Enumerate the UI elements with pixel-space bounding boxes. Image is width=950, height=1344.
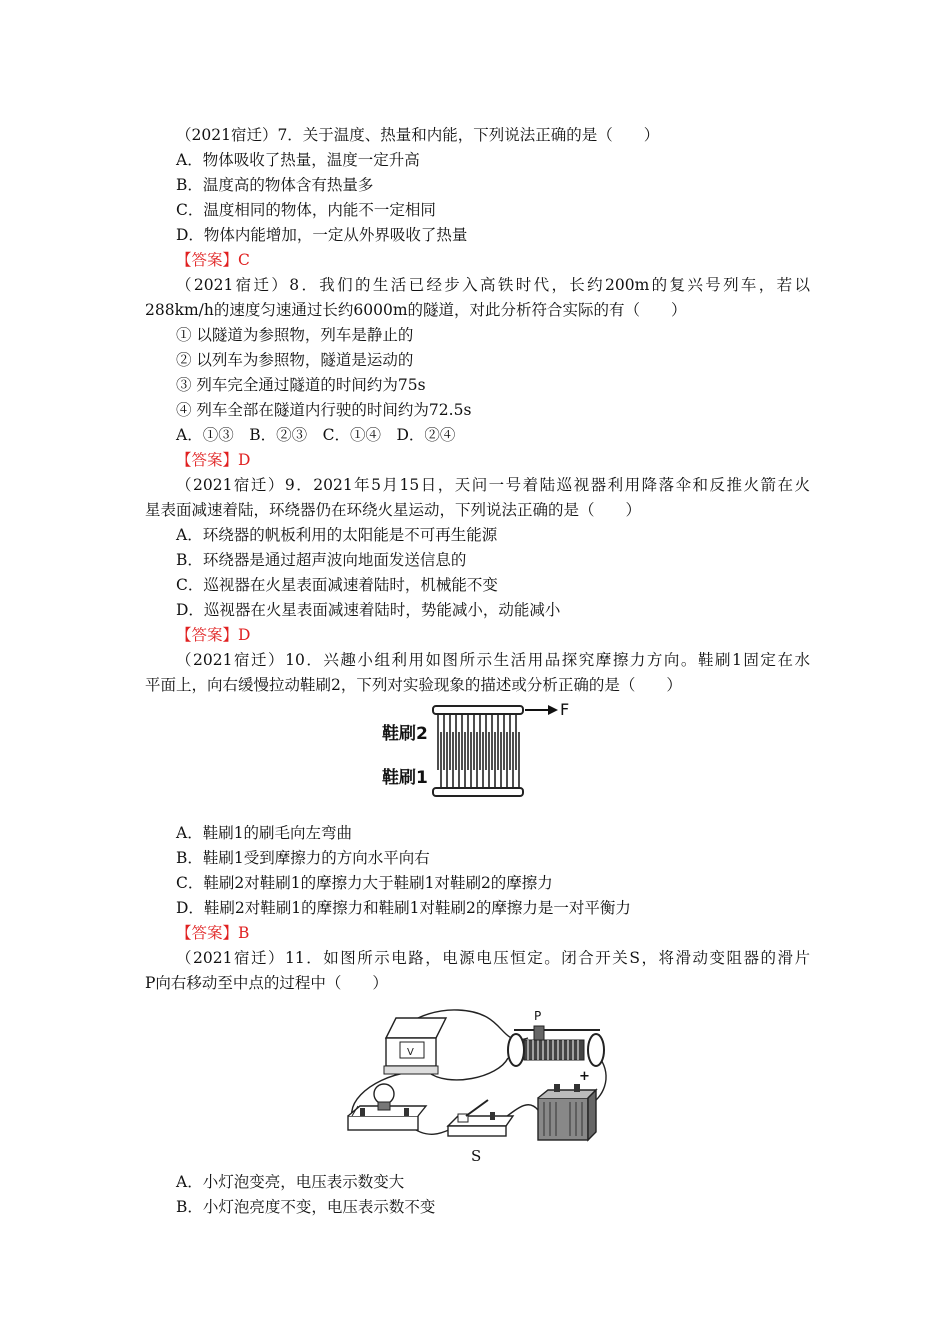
brush-2-label: 鞋刷2 [382, 724, 428, 744]
force-arrow [525, 705, 558, 715]
q7-answer: 【答案】C [176, 251, 250, 269]
q9-answer: 【答案】D [176, 626, 251, 644]
q9-stem-line-2: 星表面减速着陆，环绕器仍在环绕火星运动，下列说法正确的是（ ） [145, 501, 642, 519]
slider-p-label: P [534, 1009, 542, 1023]
q8-stem-line-1: （2021宿迁）8．我们的生活已经步入高铁时代，长约200m的复兴号列车，若以 [176, 276, 810, 294]
q7-option-b: B．温度高的物体含有热量多 [176, 176, 374, 194]
q8-options: A．①③ B．②③ C．①④ D．②④ [176, 426, 456, 444]
q10-option-a: A．鞋刷1的刷毛向左弯曲 [176, 824, 353, 842]
q11-option-a: A．小灯泡变亮，电压表示数变大 [176, 1173, 405, 1191]
q8-statement-2: ② 以列车为参照物，隧道是运动的 [176, 351, 414, 369]
slide-rheostat [508, 1026, 604, 1066]
q11-option-b: B．小灯泡亮度不变，电压表示数不变 [176, 1198, 436, 1216]
q8-statement-1: ① 以隧道为参照物，列车是静止的 [176, 326, 414, 344]
brush-1-label: 鞋刷1 [382, 768, 428, 788]
light-bulb [348, 1084, 426, 1130]
voltmeter [384, 1018, 446, 1074]
q10-stem-line-2: 平面上，向右缓慢拉动鞋刷2，下列对实验现象的描述或分析正确的是（ ） [145, 676, 682, 694]
q10-stem-line-1: （2021宿迁）10．兴趣小组利用如图所示生活用品探究摩擦力方向。鞋刷1固定在水 [176, 651, 810, 669]
force-label: F [560, 700, 570, 719]
q10-option-d: D．鞋刷2对鞋刷1的摩擦力和鞋刷1对鞋刷2的摩擦力是一对平衡力 [176, 899, 631, 917]
q9-option-d: D．巡视器在火星表面减速着陆时，势能减小，动能减小 [176, 601, 561, 619]
q10-answer: 【答案】B [176, 924, 250, 942]
q9-option-b: B．环绕器是通过超声波向地面发送信息的 [176, 551, 467, 569]
q9-stem-line-1: （2021宿迁）9．2021年5月15日，天问一号着陆巡视器利用降落伞和反推火箭在火 [176, 476, 810, 494]
circuit-figure [338, 998, 620, 1166]
shoe-brush-figure [378, 698, 578, 806]
battery-plus-label: + [579, 1069, 590, 1084]
q10-option-b: B．鞋刷1受到摩擦力的方向水平向右 [176, 849, 430, 867]
q11-stem-line-2: P向右移动至中点的过程中（ ） [145, 974, 388, 992]
q7-option-c: C．温度相同的物体，内能不一定相同 [176, 201, 436, 219]
q9-option-a: A．环绕器的帆板利用的太阳能是不可再生能源 [176, 526, 498, 544]
switch-s-label: S [471, 1147, 482, 1165]
q8-answer: 【答案】D [176, 451, 251, 469]
q7-stem: （2021宿迁）7．关于温度、热量和内能，下列说法正确的是（ ） [176, 126, 660, 144]
q8-stem-line-2: 288km/h的速度匀速通过长约6000m的隧道，对此分析符合实际的有（ ） [145, 301, 687, 319]
q11-stem-line-1: （2021宿迁）11．如图所示电路，电源电压恒定。闭合开关S，将滑动变阻器的滑片 [176, 949, 810, 967]
voltmeter-label: V [407, 1047, 414, 1058]
switch [448, 1100, 513, 1136]
q7-option-a: A．物体吸收了热量，温度一定升高 [176, 151, 420, 169]
q7-option-d: D．物体内能增加，一定从外界吸收了热量 [176, 226, 468, 244]
q8-statement-3: ③ 列车完全通过隧道的时间约为75s [176, 376, 426, 394]
battery [538, 1084, 596, 1140]
q10-option-c: C．鞋刷2对鞋刷1的摩擦力大于鞋刷1对鞋刷2的摩擦力 [176, 874, 553, 892]
q9-option-c: C．巡视器在火星表面减速着陆时，机械能不变 [176, 576, 498, 594]
q8-statement-4: ④ 列车全部在隧道内行驶的时间约为72.5s [176, 401, 472, 419]
